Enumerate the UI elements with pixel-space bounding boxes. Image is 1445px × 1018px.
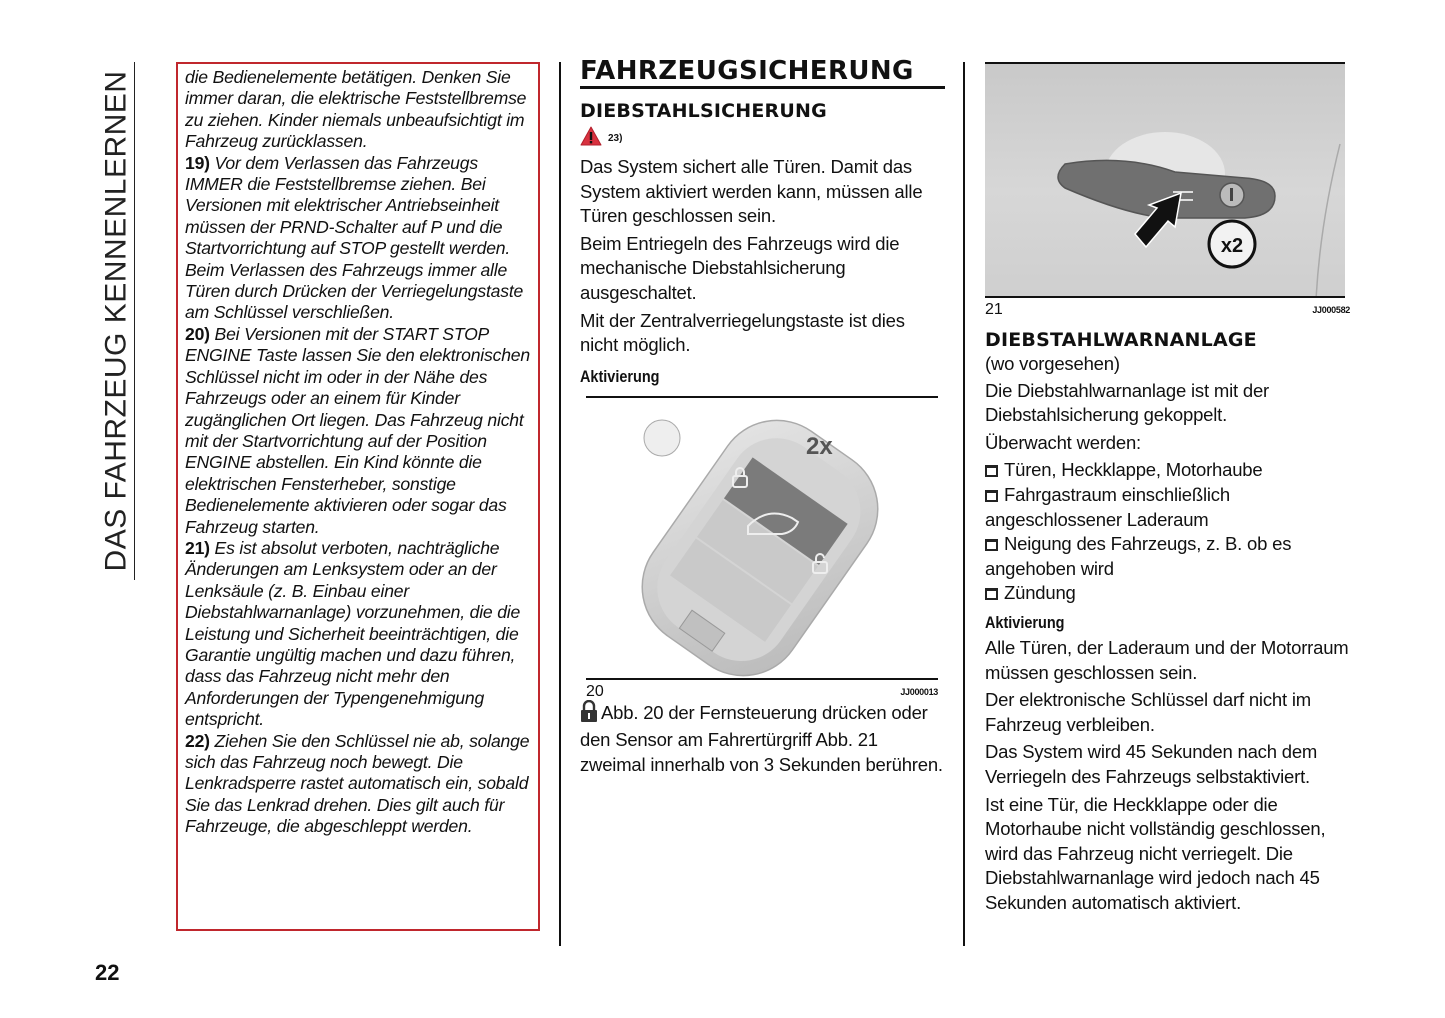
warning-number: 22) <box>185 730 210 751</box>
figure-code: JJ000013 <box>900 686 938 697</box>
list-item <box>985 458 1350 483</box>
paragraph: (wo vorgesehen) <box>985 353 1120 374</box>
checkbox-bullet-icon <box>985 465 998 477</box>
touch-count-badge: x2 <box>1220 235 1244 257</box>
warnings-intro: die Bedienelemente betätigen. Denken Sie immer daran, die elektrische Feststellbremse zu ziehen. Kinder niemals unbeaufsichtigt im Fahrzeug zurücklassen. <box>185 67 527 152</box>
paragraph: Der elektronische Schlüssel darf nicht im Fahrzeug verbleiben. <box>985 689 1311 735</box>
activation-paragraph <box>580 700 945 778</box>
list-item-text: Zündung <box>1004 582 1076 604</box>
warning-item <box>185 153 530 324</box>
warning-reference <box>580 127 945 149</box>
figure-code: JJ000582 <box>1312 305 1350 315</box>
warning-text: Vor dem Verlassen das Fahrzeugs IMMER die Feststellbremse ziehen. Bei Versionen mit elektrischer Antriebseinheit müssen der PRND-Schalter auf P und die Startvorrichtung auf STOP gestellt werden. Beim Verlassen des Fahrzeugs immer alle Türen durch Drücken der Verriegelungstaste am Schlüssel verschließen. <box>185 152 524 323</box>
right-column <box>985 62 1350 918</box>
list-item <box>985 532 1350 581</box>
warning-number: 20) <box>185 323 210 344</box>
paragraph: Mit der Zentralverriegelungstaste ist dies nicht möglich. <box>580 309 905 356</box>
figure-caption <box>985 302 1350 318</box>
list-item-text: Türen, Heckklappe, Motorhaube <box>1004 459 1263 481</box>
subsection-heading: DIEBSTAHLSICHERUNG <box>580 100 827 122</box>
paragraph: Beim Entriegeln des Fahrzeugs wird die mechanische Diebstahlsicherung ausgeschaltet. <box>580 232 900 303</box>
warning-text: Bei Versionen mit der START STOP ENGINE Taste lassen Sie den elektronischen Schlüssel nicht im oder in der Nähe des Fahrzeugs oder an einem für Kinder zugänglichen Ort liegen. Das Fahrzeug nicht mit der Startvorrichtung auf der Position ENGINE abstellen. Ein Kind könnte die elektrischen Fensterheber, sonstige Bedienelemente aktivieren oder sogar das Fahrzeug starten. <box>185 323 530 537</box>
section-heading: FAHRZEUGSICHERUNG <box>580 56 945 89</box>
activation-heading: Aktivierung <box>985 612 1065 632</box>
figure-number: 21 <box>985 301 1003 318</box>
warnings-box <box>176 62 540 931</box>
key-fob-icon <box>580 398 938 678</box>
chapter-title <box>96 62 136 580</box>
subsection-heading: DIEBSTAHLWARNANLAGE <box>985 329 1257 351</box>
warning-triangle-icon <box>580 126 602 151</box>
activation-heading: Aktivierung <box>580 366 660 386</box>
middle-column <box>580 56 945 781</box>
list-item <box>985 581 1350 606</box>
warning-text: Es ist absolut verboten, nachträgliche Änderungen am Lenksystem oder an der Lenksäule (z. B. Einbau einer Diebstahlwarnanlage) vorzunehmen, die die Leistung und Sicherheit beeinträchtigen, die Garantie ungültig machen und dazu führen, dass das Fahrzeug nicht mehr den Anforderungen der Typengenehmigung entspricht. <box>185 537 521 730</box>
figure-number: 20 <box>586 682 604 700</box>
paragraph: Das System sichert alle Türen. Damit das System aktiviert werden kann, müssen alle Türen geschlossen sein. <box>580 156 923 227</box>
warning-text: Ziehen Sie den Schlüssel nie ab, solange sich das Fahrzeug noch bewegt. Die Lenkradsperre rastet automatisch ein, sobald Sie das Lenkrad drehen. Dies gilt auch für Fahrzeuge, die abgeschleppt werden. <box>185 730 530 837</box>
figure-caption <box>580 684 938 700</box>
chapter-title-rule <box>134 62 135 580</box>
paragraph: Ist eine Tür, die Heckklappe oder die Motorhaube nicht vollständig geschlossen, wird das Fahrzeug nicht verriegelt. Die Diebstahlwarnanlage wird jedoch nach 45 Sekunden automatisch aktiviert. <box>985 793 1326 913</box>
column-divider <box>559 62 561 946</box>
list-item-text: Neigung des Fahrzeugs, z. B. ob es angehoben wird <box>985 533 1292 579</box>
page-number: 22 <box>95 960 120 985</box>
checkbox-bullet-icon <box>985 539 998 551</box>
warning-number: 21) <box>185 537 210 558</box>
body-text <box>580 155 945 358</box>
paragraph: Das System wird 45 Sekunden nach dem Verriegeln des Fahrzeugs selbstaktiviert. <box>985 741 1318 787</box>
figure-21 <box>985 62 1345 298</box>
press-count-label: 2x <box>806 432 833 460</box>
figure-bottom-rule <box>586 678 938 680</box>
body-text <box>985 352 1350 606</box>
chapter-title-text: DAS FAHRZEUG KENNENLERNEN <box>99 70 132 572</box>
lock-icon <box>580 700 598 729</box>
paragraph: Überwacht werden: <box>985 431 1141 453</box>
door-handle-illustration <box>985 64 1345 298</box>
warning-item <box>185 324 530 538</box>
list-item <box>985 483 1350 532</box>
activation-text-block <box>580 700 945 778</box>
warning-number: 19) <box>185 152 210 173</box>
warning-reference-number: 23) <box>608 132 623 144</box>
list-item-text: Fahrgastraum einschließlich angeschlossener Laderaum <box>985 483 1230 530</box>
checkbox-bullet-icon <box>985 490 998 502</box>
checkbox-bullet-icon <box>985 588 998 600</box>
key-fob-illustration <box>580 398 938 678</box>
warning-item <box>185 538 530 731</box>
paragraph: Die Diebstahlwarnanlage ist mit der Diebstahlsicherung gekoppelt. <box>985 379 1269 426</box>
figure-20 <box>580 396 938 700</box>
activation-text: Abb. 20 der Fernsteuerung drücken oder den Sensor am Fahrertürgriff Abb. 21 zweimal innerhalb von 3 Sekunden berühren. <box>580 701 943 775</box>
column-divider <box>963 62 965 946</box>
warning-item <box>185 731 530 838</box>
body-text <box>985 636 1350 916</box>
paragraph: Alle Türen, der Laderaum und der Motorraum müssen geschlossen sein. <box>985 636 1349 683</box>
